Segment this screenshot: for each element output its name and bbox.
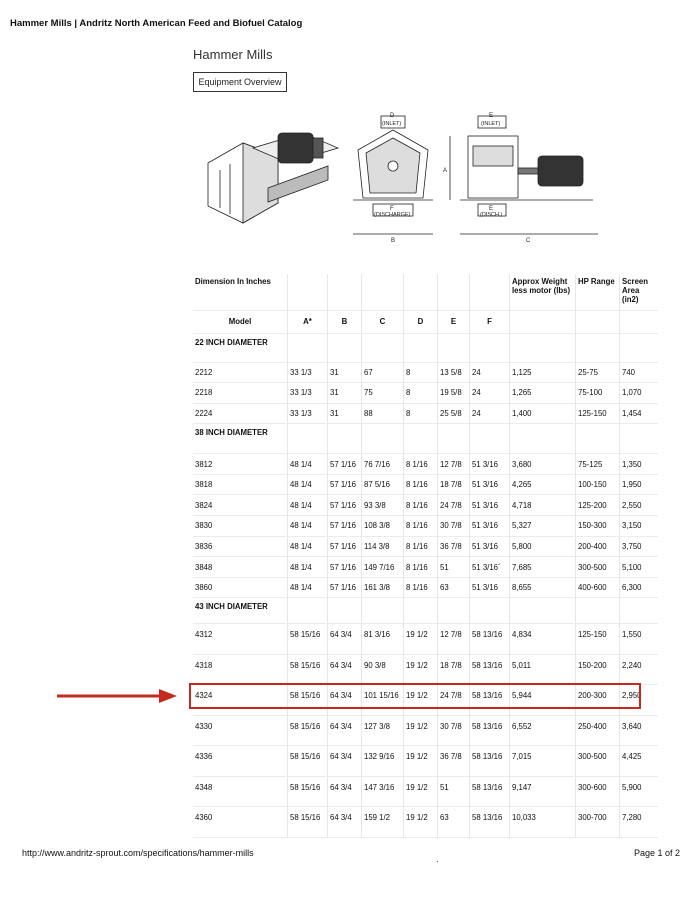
table-cell: 48 1/4	[288, 454, 328, 475]
table-cell: 8 1/16	[404, 536, 438, 557]
table-cell: 5,944	[510, 685, 576, 716]
table-cell: 51 3/16	[470, 536, 510, 557]
table-cell: 150-300	[576, 516, 620, 537]
col-model: Model	[193, 310, 288, 333]
table-cell: 300-500	[576, 557, 620, 578]
table-cell: 58 13/16	[470, 624, 510, 655]
table-cell: 132 9/16	[362, 746, 404, 777]
table-cell: 63	[438, 807, 470, 838]
table-cell: 3812	[193, 454, 288, 475]
table-cell: 58 13/16	[470, 715, 510, 746]
table-cell: 57 1/16	[328, 454, 362, 475]
d-label: D	[390, 113, 395, 119]
table-cell: 8 1/16	[404, 516, 438, 537]
table-cell: 8	[404, 383, 438, 404]
table-cell: 6,552	[510, 715, 576, 746]
table-cell: 19 1/2	[404, 776, 438, 807]
table-cell: 4,718	[510, 495, 576, 516]
table-cell: 58 13/16	[470, 746, 510, 777]
table-cell: 75	[362, 383, 404, 404]
table-cell: 3818	[193, 474, 288, 495]
stray-mark: ·	[436, 857, 439, 866]
table-cell: 51 3/16	[470, 495, 510, 516]
table-cell: 51	[438, 776, 470, 807]
table-cell: 51 3/16	[470, 516, 510, 537]
col-e: E	[438, 310, 470, 333]
table-cell: 1,454	[620, 403, 658, 424]
table-cell: 1,350	[620, 454, 658, 475]
table-cell: 58 15/16	[288, 746, 328, 777]
table-cell: 10,033	[510, 807, 576, 838]
table-row	[193, 776, 658, 807]
table-cell: 3,640	[620, 715, 658, 746]
table-cell: 3836	[193, 536, 288, 557]
table-cell: 4330	[193, 715, 288, 746]
dimension-header: Dimension In Inches	[193, 274, 288, 310]
catalog-header: Hammer Mills | Andritz North American Feed and Biofuel Catalog	[10, 18, 303, 29]
col-c: C	[362, 310, 404, 333]
table-cell: 5,327	[510, 516, 576, 537]
e-disch-label: (DISCH.)	[480, 212, 503, 218]
f-label: F	[390, 206, 394, 212]
table-cell: 18 7/8	[438, 474, 470, 495]
table-cell: 150-200	[576, 654, 620, 685]
a-label: A	[443, 168, 448, 174]
footer-page-number: Page 1 of 2	[634, 848, 681, 858]
table-cell: 7,685	[510, 557, 576, 578]
table-cell: 4348	[193, 776, 288, 807]
table-cell: 58 15/16	[288, 685, 328, 716]
table-cell: 51 3/16	[470, 577, 510, 598]
section-title: 38 INCH DIAMETER	[193, 424, 288, 454]
table-row	[193, 557, 658, 578]
e-disch-num: E	[489, 206, 494, 212]
table-cell: 64 3/4	[328, 715, 362, 746]
table-cell: 30 7/8	[438, 516, 470, 537]
table-cell: 57 1/16	[328, 495, 362, 516]
highlight-box	[189, 683, 641, 709]
hammer-mill-drawings	[198, 108, 628, 248]
e-label: E	[489, 113, 494, 119]
table-cell: 58 15/16	[288, 776, 328, 807]
table-cell: 24 7/8	[438, 495, 470, 516]
table-cell: 3830	[193, 516, 288, 537]
table-cell: 48 1/4	[288, 536, 328, 557]
table-cell: 125-150	[576, 403, 620, 424]
table-cell: 114 3/8	[362, 536, 404, 557]
table-cell: 31	[328, 383, 362, 404]
table-row	[193, 454, 658, 475]
table-row	[193, 746, 658, 777]
table-cell: 58 15/16	[288, 715, 328, 746]
table-cell: 7,015	[510, 746, 576, 777]
table-cell: 3848	[193, 557, 288, 578]
c-label: C	[526, 238, 531, 244]
table-cell: 19 1/2	[404, 685, 438, 716]
table-cell: 58 13/16	[470, 807, 510, 838]
weight-header: Approx Weight less motor (lbs)	[510, 274, 576, 310]
table-cell: 93 3/8	[362, 495, 404, 516]
table-cell: 58 15/16	[288, 624, 328, 655]
table-cell: 48 1/4	[288, 557, 328, 578]
table-cell: 48 1/4	[288, 516, 328, 537]
table-row	[193, 624, 658, 655]
table-cell: 2,950	[620, 685, 658, 716]
table-cell: 125-150	[576, 624, 620, 655]
table-cell: 25 5/8	[438, 403, 470, 424]
table-cell: 108 3/8	[362, 516, 404, 537]
table-cell: 3,150	[620, 516, 658, 537]
col-a: A*	[288, 310, 328, 333]
table-cell: 1,400	[510, 403, 576, 424]
table-cell: 300-500	[576, 746, 620, 777]
table-cell: 740	[620, 362, 658, 383]
table-cell: 24	[470, 383, 510, 404]
table-cell: 19 1/2	[404, 746, 438, 777]
table-cell: 63	[438, 577, 470, 598]
table-cell: 12 7/8	[438, 624, 470, 655]
table-cell: 18 7/8	[438, 654, 470, 685]
table-cell: 1,125	[510, 362, 576, 383]
table-cell: 4,834	[510, 624, 576, 655]
table-cell: 33 1/3	[288, 383, 328, 404]
table-cell: 2,550	[620, 495, 658, 516]
table-cell: 36 7/8	[438, 746, 470, 777]
table-cell: 58 13/16	[470, 776, 510, 807]
table-cell: 3,680	[510, 454, 576, 475]
table-cell: 1,070	[620, 383, 658, 404]
section-title: 43 INCH DIAMETER	[193, 598, 288, 624]
table-cell: 9,147	[510, 776, 576, 807]
f-discharge-label: (DISCHARGE)	[374, 212, 411, 218]
table-cell: 19 1/2	[404, 624, 438, 655]
table-cell: 51 3/16	[470, 474, 510, 495]
table-cell: 2224	[193, 403, 288, 424]
equipment-overview-button[interactable]: Equipment Overview	[193, 72, 287, 92]
table-cell: 159 1/2	[362, 807, 404, 838]
table-cell: 58 13/16	[470, 685, 510, 716]
table-cell: 125-200	[576, 495, 620, 516]
table-cell: 200-400	[576, 536, 620, 557]
table-cell: 2,240	[620, 654, 658, 685]
d-inlet-label: (INLET)	[382, 121, 402, 127]
table-cell: 51	[438, 557, 470, 578]
table-cell: 7,280	[620, 807, 658, 838]
page-title: Hammer Mills	[193, 47, 273, 62]
table-row	[193, 536, 658, 557]
table-cell: 25-75	[576, 362, 620, 383]
table-cell: 64 3/4	[328, 776, 362, 807]
table-cell: 19 5/8	[438, 383, 470, 404]
table-cell: 300-700	[576, 807, 620, 838]
table-cell: 4360	[193, 807, 288, 838]
table-cell: 8 1/16	[404, 474, 438, 495]
table-cell: 64 3/4	[328, 624, 362, 655]
red-arrow-icon	[57, 688, 179, 704]
hp-header: HP Range	[576, 274, 620, 310]
table-cell: 5,900	[620, 776, 658, 807]
table-row	[193, 362, 658, 383]
front-view-drawing	[353, 113, 433, 244]
table-cell: 4,425	[620, 746, 658, 777]
table-cell: 161 3/8	[362, 577, 404, 598]
table-cell: 5,800	[510, 536, 576, 557]
table-cell: 4336	[193, 746, 288, 777]
table-row	[193, 577, 658, 598]
table-cell: 4324	[193, 685, 288, 716]
table-row	[193, 715, 658, 746]
col-f: F	[470, 310, 510, 333]
section-title: 22 INCH DIAMETER	[193, 333, 288, 362]
table-row	[193, 807, 658, 838]
table-cell: 31	[328, 362, 362, 383]
table-cell: 81 3/16	[362, 624, 404, 655]
table-cell: 300-600	[576, 776, 620, 807]
table-cell: 8	[404, 403, 438, 424]
b-label: B	[391, 238, 396, 244]
table-cell: 24 7/8	[438, 685, 470, 716]
table-cell: 19 1/2	[404, 807, 438, 838]
table-cell: 6,300	[620, 577, 658, 598]
col-d: D	[404, 310, 438, 333]
table-cell: 57 1/16	[328, 536, 362, 557]
table-cell: 2218	[193, 383, 288, 404]
table-row	[193, 403, 658, 424]
table-cell: 12 7/8	[438, 454, 470, 475]
table-cell: 48 1/4	[288, 577, 328, 598]
table-cell: 101 15/16	[362, 685, 404, 716]
table-cell: 64 3/4	[328, 685, 362, 716]
table-cell: 8 1/16	[404, 495, 438, 516]
table-cell: 400-600	[576, 577, 620, 598]
table-cell: 58 13/16	[470, 654, 510, 685]
table-cell: 1,950	[620, 474, 658, 495]
table-cell: 58 15/16	[288, 807, 328, 838]
footer-url[interactable]: http://www.andritz-sprout.com/specifications/hammer-mills	[22, 848, 254, 858]
table-cell: 8 1/16	[404, 454, 438, 475]
table-row	[193, 495, 658, 516]
table-cell: 250-400	[576, 715, 620, 746]
table-cell: 64 3/4	[328, 807, 362, 838]
table-row	[193, 383, 658, 404]
table-cell: 13 5/8	[438, 362, 470, 383]
table-cell: 1,265	[510, 383, 576, 404]
table-cell: 87 5/16	[362, 474, 404, 495]
table-cell: 100-150	[576, 474, 620, 495]
table-cell: 4312	[193, 624, 288, 655]
table-cell: 5,011	[510, 654, 576, 685]
table-cell: 75-100	[576, 383, 620, 404]
table-cell: 51 3/16´	[470, 557, 510, 578]
table-cell: 127 3/8	[362, 715, 404, 746]
table-cell: 51 3/16	[470, 454, 510, 475]
table-cell: 88	[362, 403, 404, 424]
table-cell: 147 3/16	[362, 776, 404, 807]
table-cell: 57 1/16	[328, 557, 362, 578]
table-cell: 33 1/3	[288, 403, 328, 424]
table-cell: 24	[470, 403, 510, 424]
table-cell: 19 1/2	[404, 654, 438, 685]
table-row	[193, 654, 658, 685]
table-row	[193, 516, 658, 537]
table-row	[193, 474, 658, 495]
table-cell: 1,550	[620, 624, 658, 655]
table-cell: 2212	[193, 362, 288, 383]
dimensions-table	[193, 274, 658, 838]
table-cell: 8 1/16	[404, 577, 438, 598]
table-cell: 200-300	[576, 685, 620, 716]
table-cell: 3860	[193, 577, 288, 598]
table-cell: 8,655	[510, 577, 576, 598]
table-cell: 31	[328, 403, 362, 424]
table-cell: 57 1/16	[328, 516, 362, 537]
table-cell: 3,750	[620, 536, 658, 557]
table-cell: 33 1/3	[288, 362, 328, 383]
col-b: B	[328, 310, 362, 333]
e-inlet-label: (INLET)	[481, 121, 501, 127]
table-cell: 57 1/16	[328, 474, 362, 495]
table-cell: 75-125	[576, 454, 620, 475]
table-cell: 5,100	[620, 557, 658, 578]
table-cell: 67	[362, 362, 404, 383]
table-cell: 57 1/16	[328, 577, 362, 598]
table-cell: 19 1/2	[404, 715, 438, 746]
table-cell: 4,265	[510, 474, 576, 495]
table-cell: 76 7/16	[362, 454, 404, 475]
isometric-machine-drawing	[208, 133, 338, 223]
table-cell: 3824	[193, 495, 288, 516]
side-view-drawing	[443, 113, 598, 244]
table-cell: 64 3/4	[328, 746, 362, 777]
table-cell: 30 7/8	[438, 715, 470, 746]
table-cell: 36 7/8	[438, 536, 470, 557]
table-cell: 48 1/4	[288, 474, 328, 495]
table-cell: 149 7/16	[362, 557, 404, 578]
table-cell: 90 3/8	[362, 654, 404, 685]
table-cell: 58 15/16	[288, 654, 328, 685]
table-cell: 48 1/4	[288, 495, 328, 516]
table-cell: 64 3/4	[328, 654, 362, 685]
table-cell: 8	[404, 362, 438, 383]
table-cell: 8 1/16	[404, 557, 438, 578]
screen-header: Screen Area (in2)	[620, 274, 658, 310]
table-cell: 4318	[193, 654, 288, 685]
table-cell: 24	[470, 362, 510, 383]
